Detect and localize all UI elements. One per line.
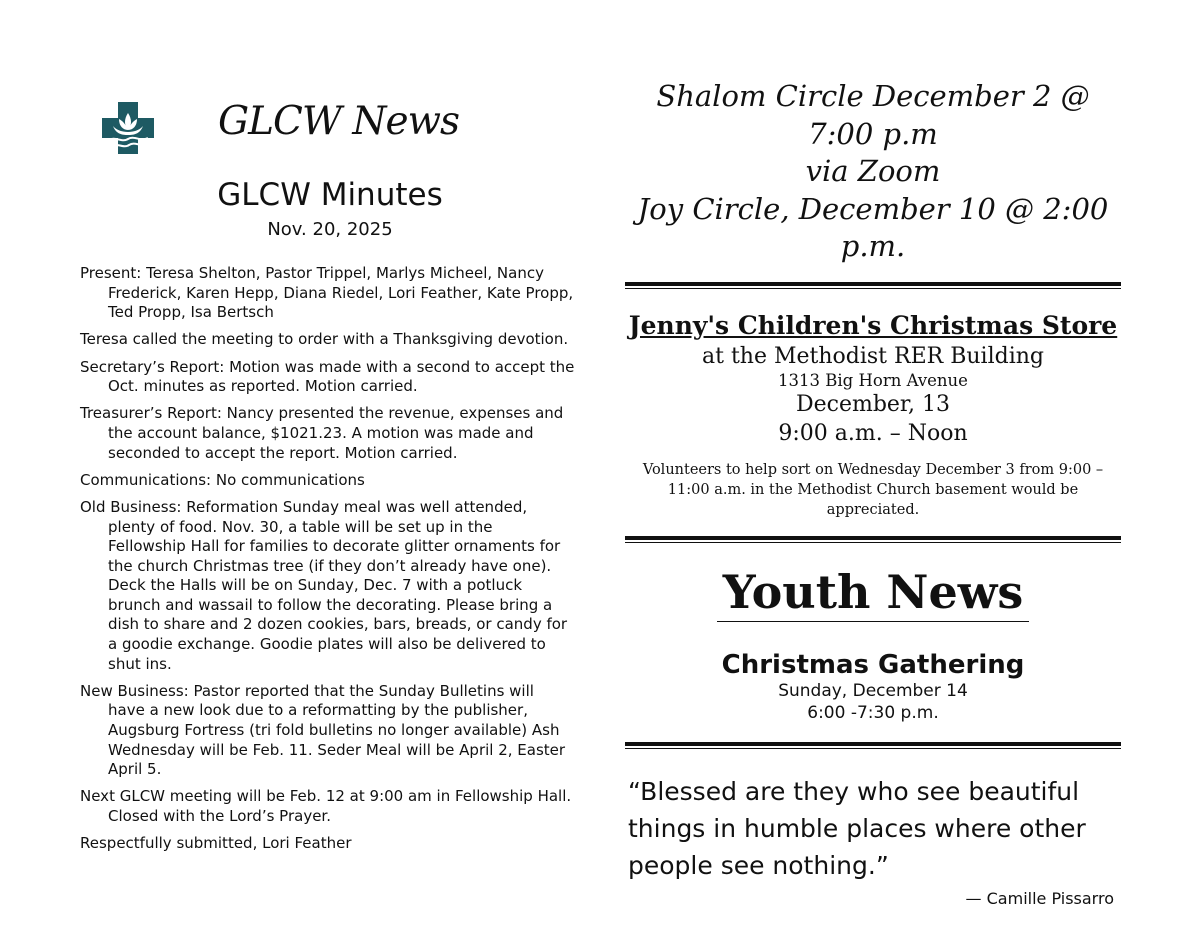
quote-text: “Blessed are they who see beautiful things in humble places where other people see nothing.”	[628, 776, 1086, 880]
joy-circle-line: Joy Circle, December 10 @ 2:00 p.m.	[637, 191, 1109, 263]
store-date: December, 13	[795, 391, 951, 417]
christmas-store-title: Jenny's Children's Christmas Store	[628, 310, 1118, 340]
quote-author: — Camille Pissarro	[965, 888, 1114, 908]
minutes-paragraph-next-meeting: Next GLCW meeting will be Feb. 12 at 9:00 am in Fellowship Hall. Closed with the Lord’s Prayer.	[80, 787, 572, 825]
minutes-body	[80, 264, 575, 861]
minutes-date: Nov. 20, 2025	[267, 219, 393, 240]
gathering-date: Sunday, December 14	[778, 680, 968, 701]
volunteers-note: Volunteers to help sort on Wednesday December 3 from 9:00 – 11:00 a.m. in the Methodist Church basement would be appreciated.	[642, 461, 1104, 518]
minutes-paragraph-secretary-report: Secretary’s Report: Motion was made with a second to accept the Oct. minutes as reported. Motion carried.	[80, 357, 575, 396]
divider	[625, 282, 1121, 289]
store-address: 1313 Big Horn Avenue	[778, 370, 968, 390]
newsletter-title: GLCW News	[218, 99, 459, 144]
minutes-heading: GLCW Minutes	[217, 177, 443, 213]
minutes-paragraph-communications: Communications: No communications	[80, 470, 365, 489]
minutes-paragraph-treasurer-report: Treasurer’s Report: Nancy presented the revenue, expenses and the account balance, $1021.23. A motion was made and seconded to accept the report. Motion carried.	[80, 404, 564, 462]
gathering-time: 6:00 -7:30 p.m.	[807, 702, 939, 723]
store-location: at the Methodist RER Building	[702, 343, 1044, 369]
minutes-paragraph-present: Present: Teresa Shelton, Pastor Trippel, Marlys Micheel, Nancy Frederick, Karen Hepp, Diana Riedel, Lori Feather, Kate Propp, Ted Propp, Isa Bertsch	[80, 264, 574, 322]
minutes-paragraph-submitted: Respectfully submitted, Lori Feather	[80, 834, 352, 853]
youth-news-title: Youth News	[717, 565, 1029, 622]
minutes-paragraph-old-business: Old Business: Reformation Sunday meal was well attended, plenty of food. Nov. 30, a table will be set up in the Fellowship Hall for families to decorate glitter ornaments for the church Christmas tree (if they don’t already have one). Deck the Halls will be on Sunday, Dec. 7 with a potluck brunch and wassail to follow the decorating. Please bring a dish to share and 2 dozen cookies, bars, breads, or candy for a goodie exchange. Goodie plates will also be delivered to shut ins.	[80, 497, 568, 673]
minutes-paragraph-new-business: New Business: Pastor reported that the Sunday Bulletins will have a new look due to a reformatting by the publisher, Augsburg Fortress (tri fold bulletins no longer available) Ash Wednesday will be Feb. 11. Seder Meal will be April 2, Easter April 5.	[80, 681, 566, 779]
divider	[625, 536, 1121, 543]
circle-events	[624, 78, 1122, 266]
announcements-column	[624, 78, 1122, 908]
shalom-circle-line: Shalom Circle December 2 @ 7:00 p.m	[656, 79, 1090, 151]
zoom-line: via Zoom	[805, 154, 941, 188]
minutes-paragraph-call-to-order: Teresa called the meeting to order with a Thanksgiving devotion.	[80, 330, 569, 349]
cross-lotus-logo	[102, 102, 154, 154]
divider	[625, 742, 1121, 749]
store-time: 9:00 a.m. – Noon	[778, 420, 968, 446]
christmas-gathering-title: Christmas Gathering	[721, 649, 1025, 680]
